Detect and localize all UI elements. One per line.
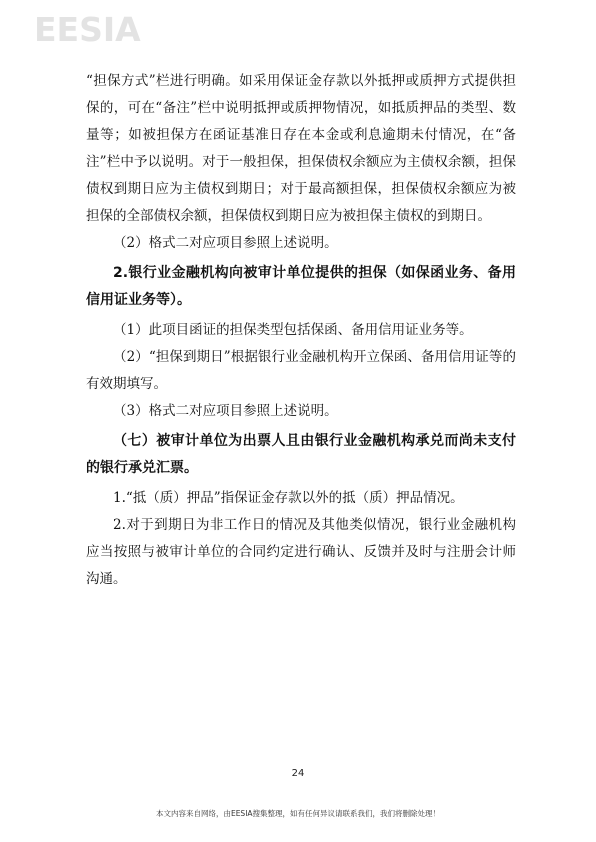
paragraph-guarantee-due-date: （2）“担保到期日”根据银行业金融机构开立保函、备用信用证等的有效期填写。 bbox=[86, 349, 516, 392]
paragraph-format-two-note-2: （3）格式二对应项目参照上述说明。 bbox=[113, 403, 338, 419]
paragraph-guarantee-method: “担保方式”栏进行明确。如采用保证金存款以外抵押或质押方式提供担保的，可在“备注”栏中说明抵押或质押物情况，如抵质押品的类型、数量等；如被担保方在函证基准日存在本金或利息逾期未付情况，在“备注”栏中予以说明。对于一般担保，担保债权余额应为主债权余额，担保债权到期日应为主债权到期日；对于最高额担保，担保债权余额应为被担保的全部债权余额，担保债权到期日应为被担保主债权的到期日。 bbox=[86, 73, 516, 224]
heading-bank-acceptance-bill: （七）被审计单位为出票人且由银行业金融机构承兑而尚未支付的银行承兑汇票。 bbox=[86, 433, 516, 476]
paragraph-format-two-note-1: （2）格式二对应项目参照上述说明。 bbox=[113, 235, 338, 251]
page-number: 24 bbox=[291, 768, 305, 779]
paragraph-collateral: 1.“抵（质）押品”指保证金存款以外的抵（质）押品情况。 bbox=[113, 490, 464, 506]
footer-disclaimer: 本文内容来自网络，由EESIA搜集整理，如有任何异议请联系我们，我们将删除处理！ bbox=[155, 809, 441, 818]
eesia-logo: EESIA bbox=[34, 10, 141, 49]
document-body bbox=[86, 68, 516, 593]
heading-bank-guarantee: 2.银行业金融机构向被审计单位提供的担保（如保函业务、备用信用证业务等）。 bbox=[86, 265, 516, 308]
paragraph-non-working-day: 2.对于到期日为非工作日的情况及其他类似情况，银行业金融机构应当按照与被审计单位的合同约定进行确认、反馈并及时与注册会计师沟通。 bbox=[86, 517, 516, 587]
paragraph-guarantee-types: （1）此项目函证的担保类型包括保函、备用信用证业务等。 bbox=[113, 322, 473, 338]
